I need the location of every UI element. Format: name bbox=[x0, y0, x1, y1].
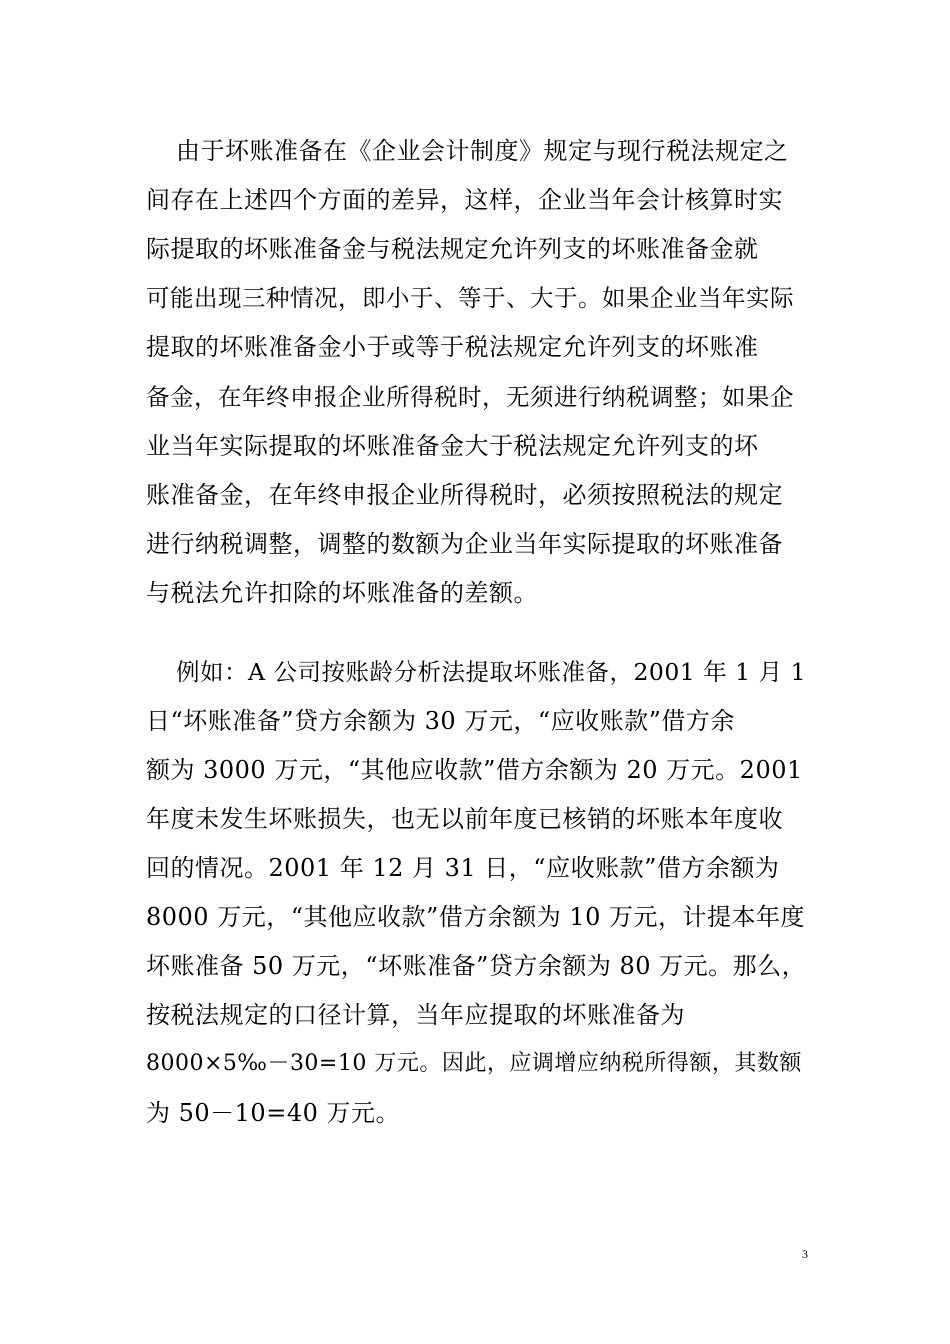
paragraph-2-line-2: 日“坏账准备”贷方余额为 30 万元，“应收账款”借方余 bbox=[146, 707, 735, 735]
paragraph-1-line-7: 业当年实际提取的坏账准备金大于税法规定允许列支的坏 bbox=[146, 432, 759, 460]
paragraph-2-line-8: 按税法规定的口径计算，当年应提取的坏账准备为 bbox=[146, 1001, 685, 1029]
paragraph-2-line-6: 8000 万元，“其他应收款”借方余额为 10 万元，计提本年度 bbox=[146, 903, 806, 931]
paragraph-2-line-10: 为 50－10=40 万元。 bbox=[146, 1099, 400, 1127]
paragraph-1-line-9: 进行纳税调整，调整的数额为企业当年实际提取的坏账准备 bbox=[146, 530, 783, 558]
paragraph-2-line-9: 8000×5‰－30=10 万元。因此，应调增应纳税所得额，其数额 bbox=[146, 1051, 802, 1076]
paragraph-1-line-8: 账准备金，在年终申报企业所得税时，必须按照税法的规定 bbox=[146, 481, 783, 509]
paragraph-1-line-3: 际提取的坏账准备金与税法规定允许列支的坏账准备金就 bbox=[146, 235, 759, 263]
paragraph-1-line-6: 备金，在年终申报企业所得税时，无须进行纳税调整；如果企 bbox=[146, 383, 794, 411]
paragraph-1-line-2: 间存在上述四个方面的差异，这样，企业当年会计核算时实 bbox=[146, 186, 783, 214]
paragraph-2-line-7: 坏账准备 50 万元，“坏账准备”贷方余额为 80 万元。那么， bbox=[146, 952, 807, 980]
paragraph-2-line-5: 回的情况。2001 年 12 月 31 日，“应收账款”借方余额为 bbox=[146, 854, 780, 882]
paragraph-1-line-10: 与税法允许扣除的坏账准备的差额。 bbox=[146, 579, 538, 607]
paragraph-1-line-1: 由于坏账准备在《企业会计制度》规定与现行税法规定之 bbox=[176, 137, 789, 165]
paragraph-2-line-3: 额为 3000 万元，“其他应收款”借方余额为 20 万元。2001 bbox=[146, 756, 803, 784]
paragraph-2-line-4: 年度未发生坏账损失，也无以前年度已核销的坏账本年度收 bbox=[146, 805, 783, 833]
paragraph-2-line-1: 例如：A 公司按账龄分析法提取坏账准备，2001 年 1 月 1 bbox=[176, 658, 807, 686]
paragraph-1-line-5: 提取的坏账准备金小于或等于税法规定允许列支的坏账准 bbox=[146, 333, 759, 361]
page-number: 3 bbox=[802, 1247, 808, 1261]
paragraph-1-line-4: 可能出现三种情况，即小于、等于、大于。如果企业当年实际 bbox=[146, 284, 794, 312]
